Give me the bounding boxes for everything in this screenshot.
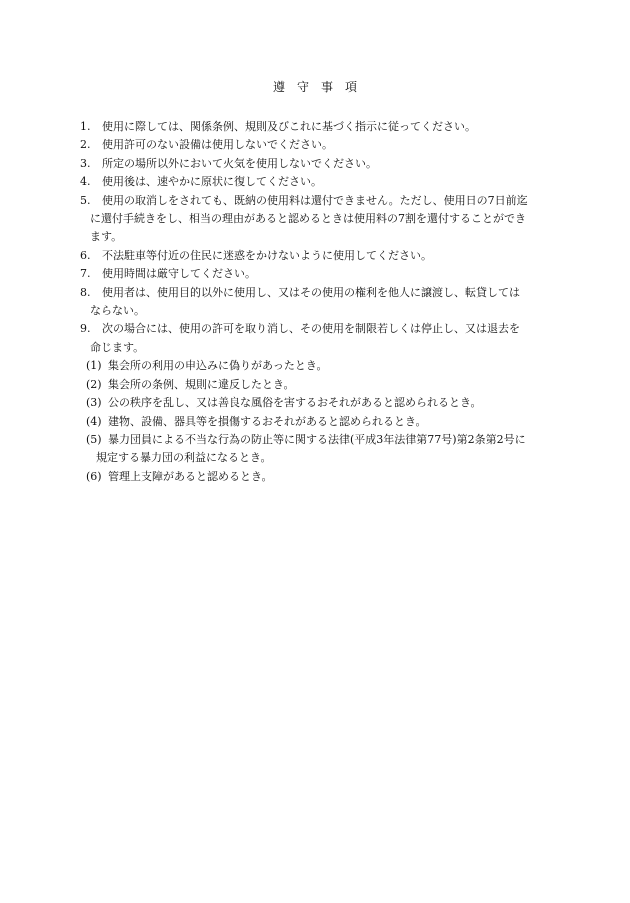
subrule-number: (1)	[86, 359, 102, 373]
rule-text: 使用後は、速やかに原状に復してください。	[102, 175, 322, 189]
rule-number: 5.	[80, 193, 91, 207]
rule-number: 6.	[80, 248, 91, 262]
subrule-text: 管理上支障があると認めるとき。	[108, 469, 273, 483]
rule-continuation: ならない。	[90, 304, 145, 318]
rule-item	[80, 192, 570, 210]
subrule-text: 集会所の条例、規則に違反したとき。	[108, 377, 295, 391]
rule-number: 9.	[80, 322, 91, 336]
rule-item	[80, 155, 570, 173]
subrule-item	[80, 357, 570, 375]
rules-list	[80, 118, 570, 486]
rule-text: 使用に際しては、関係条例、規則及びこれに基づく指示に従ってください。	[102, 120, 476, 133]
subrule-text: 集会所の利用の申込みに偽りがあったとき。	[108, 359, 328, 373]
subrule-item	[80, 376, 570, 394]
subrule-number: (5)	[86, 432, 102, 446]
rule-item	[80, 320, 570, 338]
rule-number: 4.	[80, 175, 91, 189]
subrule-item	[80, 394, 570, 412]
page-title: 遵 守 事 項	[272, 80, 357, 94]
rule-number: 3.	[80, 156, 91, 170]
subrule-item	[80, 468, 570, 486]
rule-number: 1.	[80, 120, 91, 133]
rule-number: 7.	[80, 267, 91, 281]
rule-number: 2.	[80, 138, 91, 152]
rule-text: 使用者は、使用目的以外に使用し、又はその使用の権利を他人に譲渡し、転貸しては	[102, 285, 520, 299]
rule-item	[80, 247, 570, 265]
subrule-item	[80, 431, 570, 449]
subrule-item	[80, 413, 570, 431]
rule-text: 使用時間は厳守してください。	[102, 267, 256, 281]
subrule-continuation: 規定する暴力団の利益になるとき。	[96, 451, 272, 465]
subrule-text: 建物、設備、器具等を損傷するおそれがあると認められるとき。	[108, 414, 427, 428]
subrule-number: (3)	[86, 396, 102, 410]
rule-continuation: ます。	[90, 230, 123, 244]
subrule-number: (4)	[86, 414, 102, 428]
rule-number: 8.	[80, 285, 91, 299]
rule-item	[80, 118, 570, 136]
subrule-number: (2)	[86, 377, 102, 391]
subrule-text: 公の秩序を乱し、又は善良な風俗を害するおそれがあると認められるとき。	[108, 396, 482, 410]
rule-text: 所定の場所以外において火気を使用しないでください。	[102, 156, 377, 170]
rule-continuation: に還付手続きをし、相当の理由があると認めるときは使用料の7割を還付することができ	[90, 212, 526, 226]
subrule-number: (6)	[86, 469, 102, 483]
rule-text: 次の場合には、使用の許可を取り消し、その使用を制限若しくは停止し、又は退去を	[102, 322, 520, 336]
rule-item	[80, 265, 570, 283]
subrule-text: 暴力団員による不当な行為の防止等に関する法律(平成3年法律第77号)第2条第2号に	[108, 432, 526, 446]
rule-item	[80, 284, 570, 302]
rule-item	[80, 173, 570, 191]
rule-text: 不法駐車等付近の住民に迷惑をかけないように使用してください。	[102, 248, 432, 262]
rule-item	[80, 136, 570, 154]
rule-continuation: 命じます。	[90, 340, 145, 354]
rule-text: 使用許可のない設備は使用しないでください。	[102, 138, 333, 152]
rule-text: 使用の取消しをされても、既納の使用料は還付できません。ただし、使用日の7日前迄	[102, 193, 528, 207]
